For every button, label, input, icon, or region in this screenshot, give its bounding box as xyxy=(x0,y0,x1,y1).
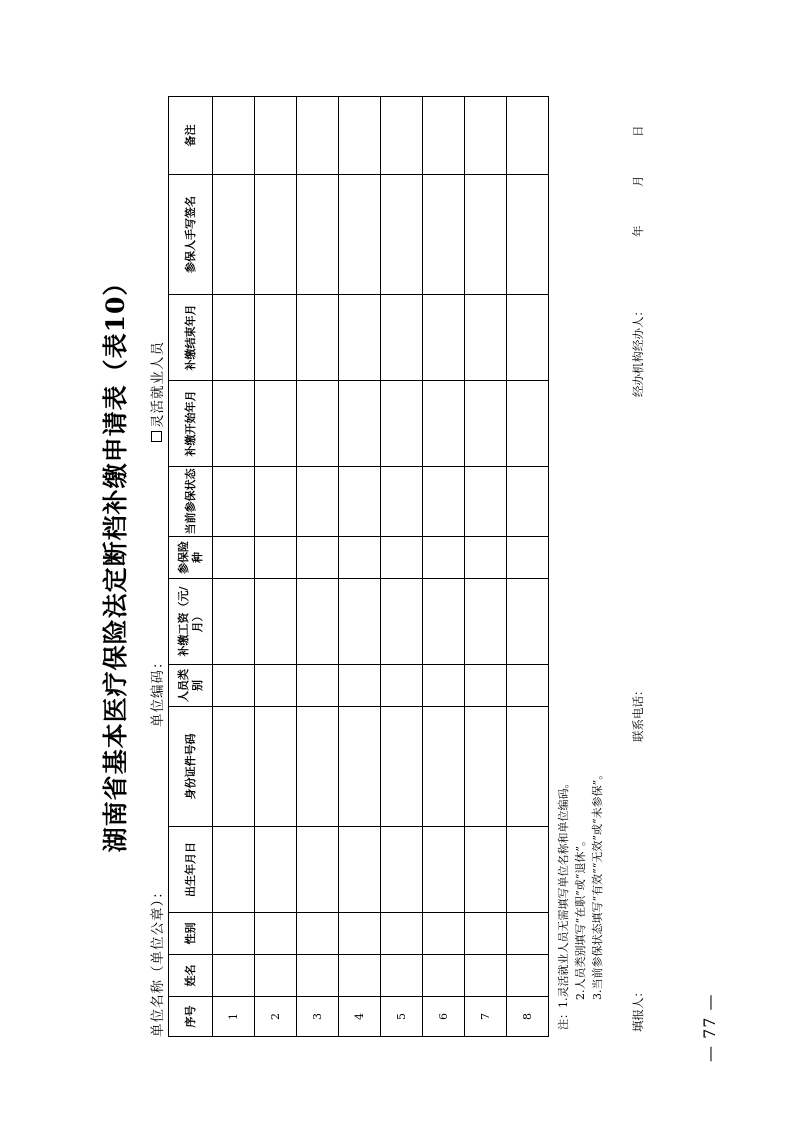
table-cell[interactable] xyxy=(465,579,507,665)
table-cell[interactable] xyxy=(255,579,297,665)
table-cell[interactable] xyxy=(381,955,423,997)
col-current-status: 当前参保状态 xyxy=(169,467,213,537)
table-cell[interactable] xyxy=(297,175,339,295)
table-cell[interactable] xyxy=(339,537,381,579)
table-cell[interactable] xyxy=(465,97,507,175)
col-start-month: 补缴开始年月 xyxy=(169,381,213,467)
checkbox-icon[interactable] xyxy=(151,431,162,442)
col-id-number: 身份证件号码 xyxy=(169,707,213,827)
table-cell[interactable] xyxy=(423,707,465,827)
table-cell[interactable] xyxy=(423,295,465,381)
table-cell[interactable] xyxy=(465,665,507,707)
table-cell[interactable] xyxy=(339,295,381,381)
table-row xyxy=(213,97,255,1037)
table-cell[interactable] xyxy=(423,955,465,997)
col-end-month: 补缴结束年月 xyxy=(169,295,213,381)
flex-worker-label: 灵活就业人员 xyxy=(150,341,166,428)
table-cell[interactable] xyxy=(255,381,297,467)
table-cell[interactable] xyxy=(507,913,549,955)
col-birth-date: 出生年月日 xyxy=(169,827,213,913)
application-table xyxy=(168,96,549,1037)
table-cell[interactable] xyxy=(339,381,381,467)
table-cell[interactable] xyxy=(213,707,255,827)
table-cell[interactable] xyxy=(339,175,381,295)
unit-code-label: 单位编码： xyxy=(150,654,166,727)
agency-handler-label: 经办机构经办人： xyxy=(631,305,645,397)
col-remarks: 备注 xyxy=(169,97,213,175)
table-row xyxy=(507,97,549,1037)
row-seq-number: 5 xyxy=(381,997,423,1037)
table-cell[interactable] xyxy=(297,707,339,827)
date-year-label: 年 xyxy=(631,225,645,237)
table-cell[interactable] xyxy=(213,467,255,537)
table-cell[interactable] xyxy=(381,579,423,665)
note-line: 注：1.灵活就业人员无需填写单位名称和单位编码。 xyxy=(557,777,570,1030)
filler-label: 填报人： xyxy=(631,986,645,1032)
table-cell[interactable] xyxy=(297,537,339,579)
table-cell[interactable] xyxy=(507,175,549,295)
table-cell[interactable] xyxy=(297,97,339,175)
table-cell[interactable] xyxy=(297,295,339,381)
table-cell[interactable] xyxy=(507,295,549,381)
table-cell[interactable] xyxy=(213,537,255,579)
table-cell[interactable] xyxy=(381,707,423,827)
table-cell[interactable] xyxy=(423,665,465,707)
flex-worker-option[interactable] xyxy=(146,341,166,442)
table-cell[interactable] xyxy=(213,955,255,997)
table-cell[interactable] xyxy=(507,955,549,997)
table-cell[interactable] xyxy=(507,381,549,467)
row-seq-number: 6 xyxy=(423,997,465,1037)
table-cell[interactable] xyxy=(213,579,255,665)
table-cell[interactable] xyxy=(339,707,381,827)
table-cell[interactable] xyxy=(297,381,339,467)
table-cell[interactable] xyxy=(381,295,423,381)
col-signature: 参保人手写签名 xyxy=(169,175,213,295)
table-cell[interactable] xyxy=(381,467,423,537)
col-person-type: 人员类别 xyxy=(169,665,213,707)
table-cell[interactable] xyxy=(339,665,381,707)
col-back-pay-wage: 补缴工资（元/月） xyxy=(169,579,213,665)
table-cell[interactable] xyxy=(507,827,549,913)
table-row xyxy=(381,97,423,1037)
table-cell[interactable] xyxy=(423,175,465,295)
table-cell[interactable] xyxy=(255,707,297,827)
table-cell[interactable] xyxy=(381,827,423,913)
table-cell[interactable] xyxy=(423,579,465,665)
table-cell[interactable] xyxy=(213,381,255,467)
row-seq-number: 7 xyxy=(465,997,507,1037)
table-cell[interactable] xyxy=(465,827,507,913)
date-day-label: 日 xyxy=(631,125,645,137)
col-seq: 序号 xyxy=(169,997,213,1037)
row-seq-number: 1 xyxy=(213,997,255,1037)
table-cell[interactable] xyxy=(423,381,465,467)
unit-name-label: 单位名称（单位公章）： xyxy=(150,884,166,1037)
table-cell[interactable] xyxy=(465,381,507,467)
page-number: — 77 — xyxy=(700,993,719,1062)
table-cell[interactable] xyxy=(423,467,465,537)
form-title: 湖南省基本医疗保险法定断档补缴申请表（表10） xyxy=(101,269,130,853)
table-cell[interactable] xyxy=(381,665,423,707)
row-seq-number: 4 xyxy=(339,997,381,1037)
table-cell[interactable] xyxy=(381,97,423,175)
col-insurance-type: 参保险种 xyxy=(169,537,213,579)
table-cell[interactable] xyxy=(465,707,507,827)
table-cell[interactable] xyxy=(255,175,297,295)
table-cell[interactable] xyxy=(297,955,339,997)
table-cell[interactable] xyxy=(297,665,339,707)
table-cell[interactable] xyxy=(381,913,423,955)
table-cell[interactable] xyxy=(255,97,297,175)
table-cell[interactable] xyxy=(423,537,465,579)
table-cell[interactable] xyxy=(423,827,465,913)
row-seq-number: 2 xyxy=(255,997,297,1037)
table-cell[interactable] xyxy=(213,295,255,381)
table-cell[interactable] xyxy=(339,827,381,913)
table-cell[interactable] xyxy=(507,665,549,707)
table-cell[interactable] xyxy=(339,955,381,997)
table-cell[interactable] xyxy=(255,467,297,537)
table-cell[interactable] xyxy=(297,579,339,665)
row-seq-number: 8 xyxy=(507,997,549,1037)
table-cell[interactable] xyxy=(507,707,549,827)
table-cell[interactable] xyxy=(507,537,549,579)
table-cell[interactable] xyxy=(423,97,465,175)
table-cell[interactable] xyxy=(255,665,297,707)
table-cell[interactable] xyxy=(381,175,423,295)
note-line: 3.当前参保状态填写“有效”“无效”或“未参保”。 xyxy=(591,768,604,1000)
table-cell[interactable] xyxy=(381,537,423,579)
table-cell[interactable] xyxy=(213,175,255,295)
table-cell[interactable] xyxy=(423,913,465,955)
table-cell[interactable] xyxy=(297,467,339,537)
table-cell[interactable] xyxy=(339,579,381,665)
table-cell[interactable] xyxy=(255,827,297,913)
table-cell[interactable] xyxy=(213,827,255,913)
table-cell[interactable] xyxy=(465,175,507,295)
table-row xyxy=(297,97,339,1037)
table-cell[interactable] xyxy=(255,913,297,955)
table-row xyxy=(255,97,297,1037)
phone-label: 联系电话： xyxy=(631,684,645,742)
row-seq-number: 3 xyxy=(297,997,339,1037)
col-name: 姓名 xyxy=(169,955,213,997)
table-cell[interactable] xyxy=(465,955,507,997)
date-month-label: 月 xyxy=(631,175,645,187)
table-cell[interactable] xyxy=(213,665,255,707)
table-header-row xyxy=(169,97,213,1037)
table-cell[interactable] xyxy=(465,295,507,381)
table-cell[interactable] xyxy=(465,537,507,579)
table-cell[interactable] xyxy=(255,295,297,381)
table-row xyxy=(423,97,465,1037)
table-cell[interactable] xyxy=(339,913,381,955)
note-line: 2.人员类别填写“在职”或“退休”。 xyxy=(574,835,587,1000)
table-row xyxy=(465,97,507,1037)
table-cell[interactable] xyxy=(255,537,297,579)
table-cell[interactable] xyxy=(339,467,381,537)
table-cell[interactable] xyxy=(297,913,339,955)
table-row xyxy=(339,97,381,1037)
table-cell[interactable] xyxy=(507,579,549,665)
table-cell[interactable] xyxy=(381,381,423,467)
table-cell[interactable] xyxy=(213,97,255,175)
table-cell[interactable] xyxy=(507,467,549,537)
table-cell[interactable] xyxy=(213,913,255,955)
table-cell[interactable] xyxy=(465,467,507,537)
table-cell[interactable] xyxy=(339,97,381,175)
table-cell[interactable] xyxy=(465,913,507,955)
table-cell[interactable] xyxy=(255,955,297,997)
col-gender: 性别 xyxy=(169,913,213,955)
table-cell[interactable] xyxy=(507,97,549,175)
table-cell[interactable] xyxy=(297,827,339,913)
